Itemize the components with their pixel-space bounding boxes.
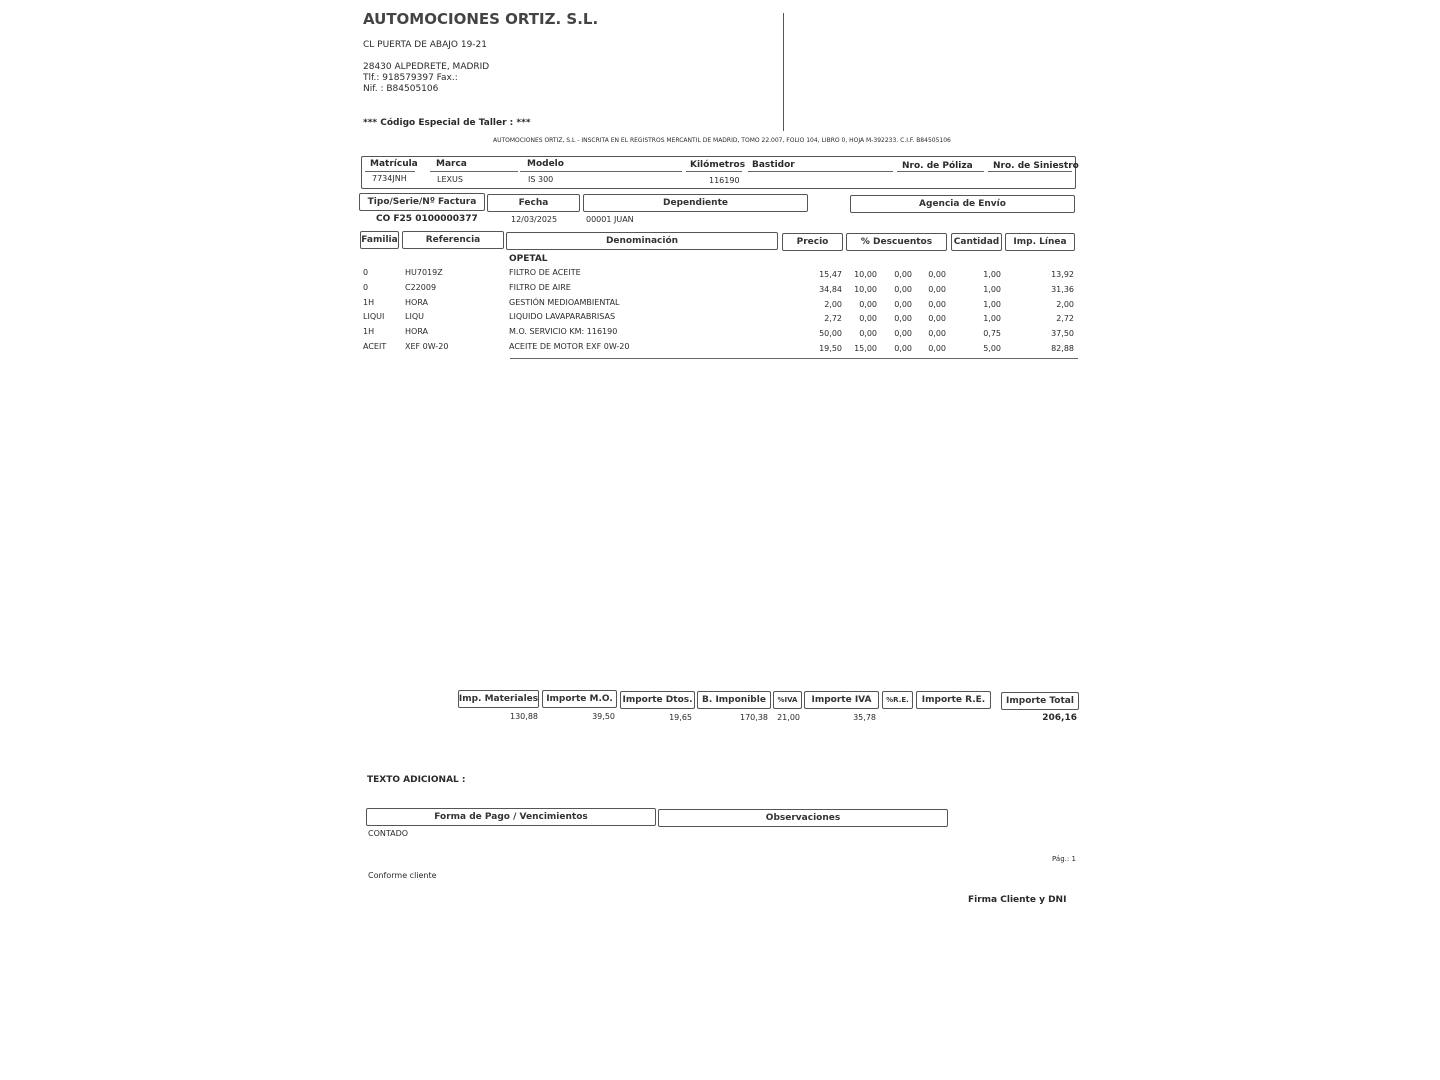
company-nif: Nif. : B84505106 (363, 84, 439, 94)
total-final: 206,16 (1042, 713, 1077, 723)
header-precio: Precio (782, 233, 843, 251)
cell-d1: 0,00 (859, 300, 877, 309)
total-dtos: 19,65 (669, 713, 692, 722)
cell-ref: HU7019Z (405, 268, 443, 277)
cell-fam: 0 (363, 268, 369, 277)
company-phone: Tlf.: 918579397 Fax.: (363, 73, 458, 83)
cell-d2: 0,00 (894, 344, 912, 353)
label-tipo-factura: Tipo/Serie/Nº Factura (359, 193, 485, 211)
cell-d3: 0,00 (928, 329, 946, 338)
cell-imp: 2,72 (1056, 314, 1074, 323)
cell-den: ACEITE DE MOTOR EXF 0W-20 (509, 342, 630, 351)
header-importe: Imp. Línea (1005, 233, 1075, 251)
cell-ref: LIQU (405, 312, 424, 321)
label-pct-re: %R.E. (882, 691, 913, 709)
invoice-number: CO F25 0100000377 (376, 214, 478, 224)
total-iva: 35,78 (853, 713, 876, 722)
label-importe-total: Importe Total (1001, 692, 1079, 710)
label-observaciones: Observaciones (658, 809, 948, 827)
cell-d2: 0,00 (894, 329, 912, 338)
cell-ref: C22009 (405, 283, 437, 292)
cell-precio: 2,00 (824, 300, 842, 309)
cell-imp: 13,92 (1051, 270, 1074, 279)
cell-den: M.O. SERVICIO KM: 116190 (509, 327, 618, 336)
special-code: *** Código Especial de Taller : *** (363, 118, 531, 128)
total-mo: 39,50 (592, 712, 615, 721)
cell-fam: ACEIT (363, 342, 387, 351)
cell-cant: 5,00 (983, 344, 1001, 353)
cell-d2: 0,00 (894, 285, 912, 294)
header-descuentos: % Descuentos (846, 233, 947, 251)
cell-d3: 0,00 (928, 285, 946, 294)
cell-d2: 0,00 (894, 314, 912, 323)
cell-imp: 2,00 (1056, 300, 1074, 309)
label-base-imponible: B. Imponible (697, 691, 771, 709)
firma-cliente: Firma Cliente y DNI (968, 895, 1067, 905)
cell-fam: 1H (363, 298, 375, 307)
cell-d3: 0,00 (928, 314, 946, 323)
label-fecha: Fecha (487, 194, 580, 212)
label-poliza: Nro. de Póliza (902, 161, 973, 171)
cell-precio: 2,72 (824, 314, 842, 323)
cell-d2: 0,00 (894, 300, 912, 309)
label-siniestro: Nro. de Siniestro (993, 161, 1079, 171)
label-importe-dtos: Importe Dtos. (620, 691, 695, 709)
invoice-date: 12/03/2025 (511, 215, 558, 224)
invoice-clerk: 00001 JUAN (586, 215, 634, 224)
total-base: 170,38 (740, 713, 768, 722)
cell-imp: 37,50 (1051, 329, 1074, 338)
cell-den: LIQUIDO LAVAPARABRISAS (509, 312, 616, 321)
cell-d2: 0,00 (894, 270, 912, 279)
header-familia: Familia (360, 231, 399, 249)
vehicle-modelo: IS 300 (528, 175, 554, 184)
cell-d1: 10,00 (854, 270, 877, 279)
label-marca: Marca (436, 159, 467, 169)
company-name: AUTOMOCIONES ORTIZ. S.L. (363, 10, 599, 28)
label-km: Kilómetros (690, 160, 746, 170)
cell-d1: 10,00 (854, 285, 877, 294)
label-importe-mo: Importe M.O. (542, 690, 617, 708)
vehicle-matricula: 7734JNH (372, 174, 407, 183)
registry-line: AUTOMOCIONES ORTIZ, S.L - INSCRITA EN EL REGISTROS MERCANTIL DE MADRID, TOMO 22.007, FOLIO 104, LIBRO 0, HOJA M-392233. C.I.F. B84505106 (493, 137, 951, 144)
label-dependiente: Dependiente (583, 194, 808, 212)
label-bastidor: Bastidor (752, 160, 795, 170)
label-importe-iva: Importe IVA (804, 691, 879, 709)
group-label: OPETAL (509, 254, 548, 264)
cell-ref: HORA (405, 327, 429, 336)
cell-den: GESTIÓN MEDIOAMBIENTAL (509, 298, 620, 307)
label-importe-re: Importe R.E. (916, 691, 991, 709)
cell-cant: 1,00 (983, 285, 1001, 294)
header-denominacion: Denominación (506, 232, 778, 250)
items-end-line (510, 358, 1078, 359)
cell-precio: 19,50 (819, 344, 842, 353)
header-divider (783, 13, 784, 131)
label-pct-iva: %IVA (773, 691, 802, 709)
cell-ref: XEF 0W-20 (405, 342, 449, 351)
header-cantidad: Cantidad (951, 233, 1002, 251)
cell-precio: 15,47 (819, 270, 842, 279)
cell-d1: 0,00 (859, 329, 877, 338)
total-materiales: 130,88 (510, 712, 538, 721)
vehicle-km: 116190 (709, 176, 740, 185)
company-city: 28430 ALPEDRETE, MADRID (363, 62, 490, 72)
cell-cant: 0,75 (983, 329, 1001, 338)
cell-imp: 82,88 (1051, 344, 1074, 353)
vehicle-marca: LEXUS (437, 175, 463, 184)
conforme-cliente: Conforme cliente (368, 871, 437, 880)
label-agencia: Agencia de Envío (850, 195, 1075, 213)
cell-d1: 15,00 (854, 344, 877, 353)
cell-fam: 1H (363, 327, 375, 336)
cell-den: FILTRO DE AIRE (509, 283, 571, 292)
cell-den: FILTRO DE ACEITE (509, 268, 581, 277)
cell-precio: 34,84 (819, 285, 842, 294)
cell-cant: 1,00 (983, 314, 1001, 323)
cell-fam: LIQUI (363, 312, 385, 321)
label-imp-materiales: Imp. Materiales (458, 690, 539, 708)
cell-d3: 0,00 (928, 344, 946, 353)
cell-d1: 0,00 (859, 314, 877, 323)
texto-adicional-label: TEXTO ADICIONAL : (367, 775, 466, 785)
cell-ref: HORA (405, 298, 429, 307)
label-forma-pago: Forma de Pago / Vencimientos (366, 808, 656, 826)
total-pct-iva: 21,00 (777, 713, 800, 722)
cell-fam: 0 (363, 283, 369, 292)
company-street: CL PUERTA DE ABAJO 19-21 (363, 40, 487, 50)
cell-d3: 0,00 (928, 300, 946, 309)
page-number: Pág.: 1 (1052, 855, 1076, 863)
label-matricula: Matrícula (370, 159, 418, 169)
header-referencia: Referencia (402, 231, 504, 249)
label-modelo: Modelo (527, 159, 564, 169)
forma-pago-value: CONTADO (368, 829, 409, 838)
cell-imp: 31,36 (1051, 285, 1074, 294)
cell-precio: 50,00 (819, 329, 842, 338)
cell-cant: 1,00 (983, 300, 1001, 309)
cell-d3: 0,00 (928, 270, 946, 279)
cell-cant: 1,00 (983, 270, 1001, 279)
